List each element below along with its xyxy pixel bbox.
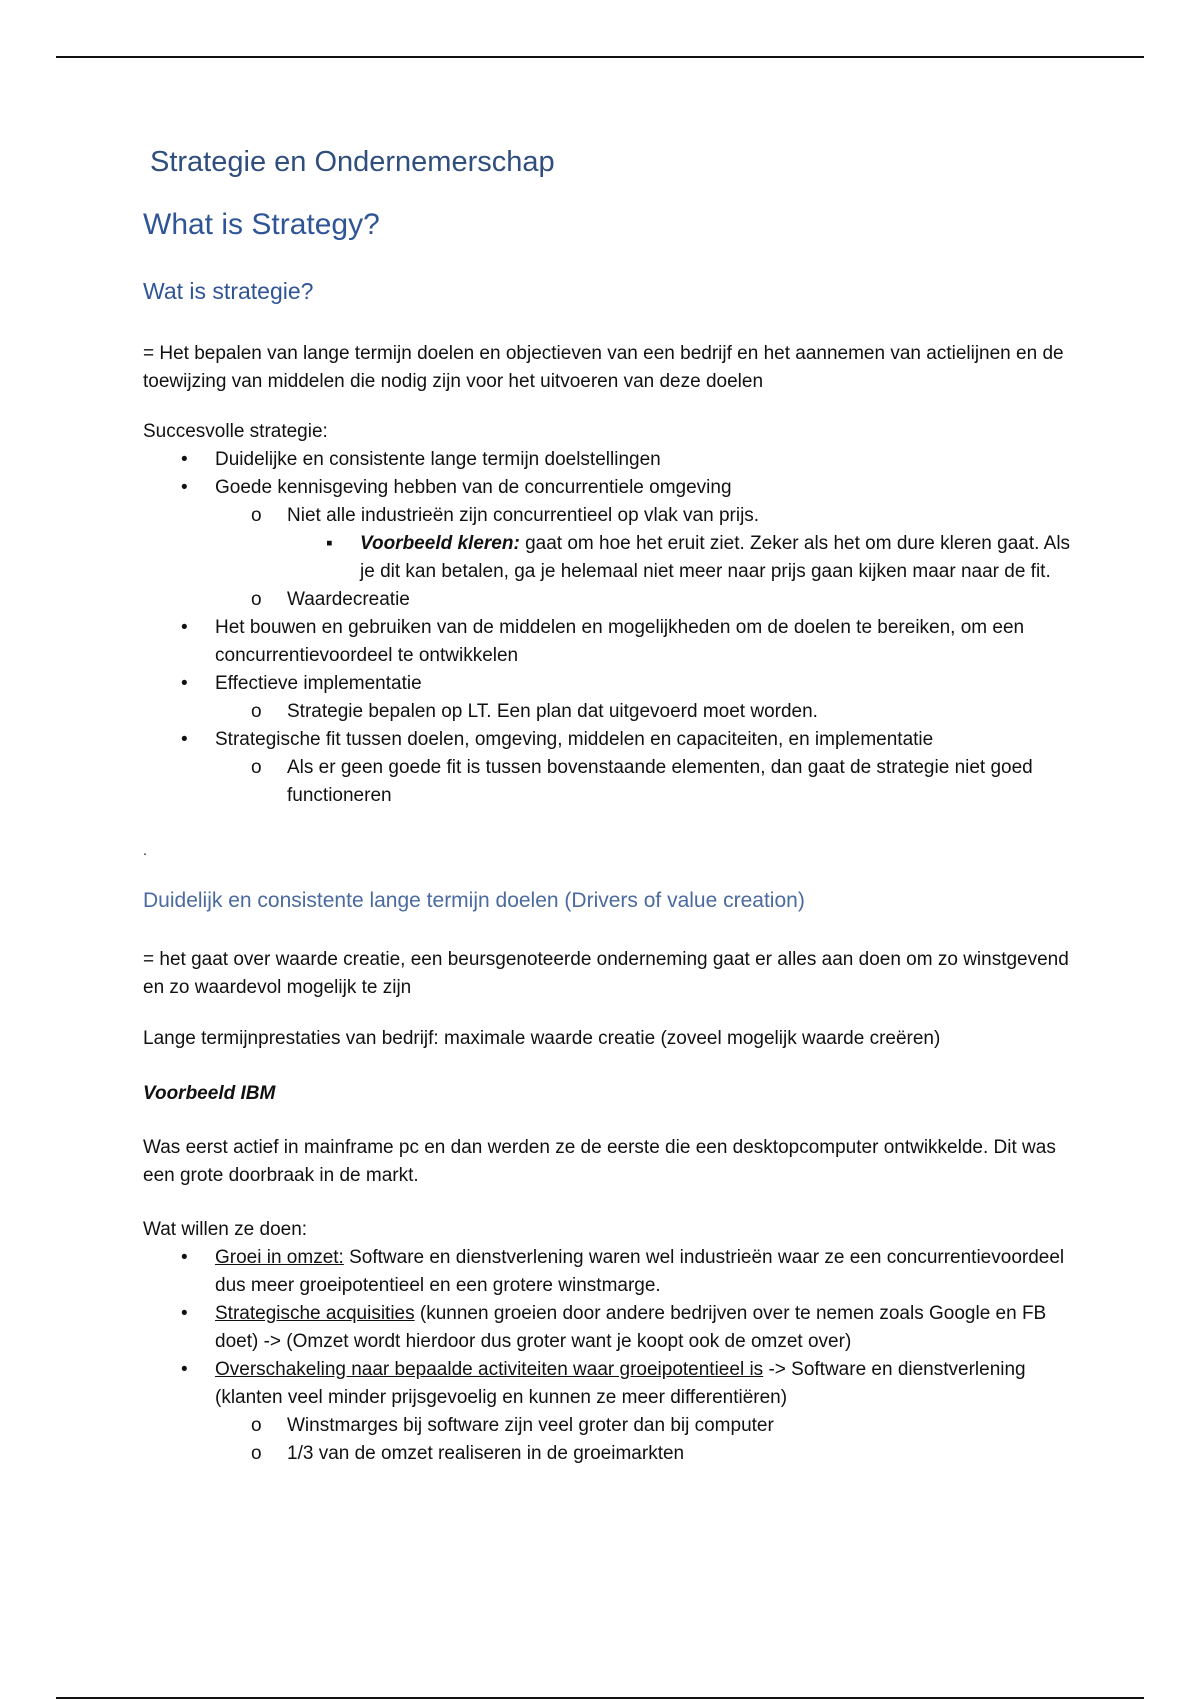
succes-label: Succesvolle strategie: [143,421,328,442]
list-item [143,1412,1083,1440]
heading-wat-is-strategie: Wat is strategie? [143,278,314,304]
succes-list [143,446,1083,810]
list-item-text: Winstmarges bij software zijn veel groter dan bij computer [287,1415,774,1436]
list-item [143,1244,1083,1300]
list-item-text: Het bouwen en gebruiken van de middelen en mogelijkheden om de doelen te bereiken, om een concurrentievoordeel te ontwikkelen [215,617,1025,666]
ibm-example-label: Voorbeeld IBM [143,1083,276,1104]
list-item [143,726,1083,754]
list-item [143,530,1083,586]
disc-bullet: • [181,617,188,638]
document-title: Strategie en Ondernemerschap [150,146,555,178]
list-item-text: Effectieve implementatie [215,673,422,694]
list-item-text: Waardecreatie [287,589,410,610]
underlined-label: Strategische acquisities [215,1303,415,1324]
list-item-text: Software en dienstverlening waren wel industrieën waar ze een concurrentievoordeel dus meer groeipotentieel en een grotere winstmarge. [215,1247,1065,1296]
definition-paragraph: = Het bepalen van lange termijn doelen en objectieven van een bedrijf en het aannemen van actielijnen en de toewijzing van middelen die nodig zijn voor het uitvoeren van deze doelen [143,343,1064,392]
list-item [143,474,1083,502]
list-item-text: Niet alle industrieën zijn concurrentieel op vlak van prijs. [287,505,760,526]
example-label: Voorbeeld kleren: [360,533,520,554]
disc-bullet: • [181,673,188,694]
list-item-text: -> Software en dienstverlening (klanten veel minder prijsgevoelig en kunnen ze meer differentiëren) [215,1359,1026,1408]
top-rule [56,56,1144,58]
circle-bullet: o [251,589,262,610]
list-item-text: Strategie bepalen op LT. Een plan dat uitgevoerd moet worden. [287,701,818,722]
wat-list [143,1244,1083,1468]
list-item-text: Strategische fit tussen doelen, omgeving, middelen en capaciteiten, en implementatie [215,729,934,750]
list-item [143,502,1083,530]
circle-bullet: o [251,701,262,722]
list-item [143,698,1083,726]
list-item [143,670,1083,698]
wat-label: Wat willen ze doen: [143,1219,308,1240]
heading-what-is-strategy: What is Strategy? [143,208,380,241]
list-item [143,446,1083,474]
stray-dot: . [143,842,147,858]
underlined-label: Groei in omzet: [215,1247,344,1268]
square-bullet: ▪ [326,533,333,554]
list-item-text: (kunnen groeien door andere bedrijven over te nemen zoals Google en FB doet) -> (Omzet wordt hierdoor dus groter want je koopt ook de omzet over) [215,1303,1047,1352]
circle-bullet: o [251,505,262,526]
disc-bullet: • [181,729,188,750]
list-item [143,1300,1083,1356]
list-item [143,754,1083,810]
list-item [143,1356,1083,1412]
underlined-label: Overschakeling naar bepaalde activiteiten waar groeipotentieel is [215,1359,764,1380]
ibm-paragraph: Was eerst actief in mainframe pc en dan werden ze de eerste die een desktopcomputer ontwikkelde. Dit was een grote doorbraak in de markt. [143,1137,1056,1186]
list-item-text: Duidelijke en consistente lange termijn doelstellingen [215,449,661,470]
list-item [143,614,1083,670]
long-term-paragraph: Lange termijnprestaties van bedrijf: maximale waarde creatie (zoveel mogelijk waarde creëren) [143,1028,941,1049]
value-definition-paragraph: = het gaat over waarde creatie, een beursgenoteerde onderneming gaat er alles aan doen om zo winstgevend en zo waardevol mogelijk te zijn [143,949,1069,998]
circle-bullet: o [251,1443,262,1464]
disc-bullet: • [181,449,188,470]
list-item-text: Goede kennisgeving hebben van de concurrentiele omgeving [215,477,732,498]
list-item-text: 1/3 van de omzet realiseren in de groeimarkten [287,1443,685,1464]
list-item [143,1440,1083,1468]
disc-bullet: • [181,477,188,498]
disc-bullet: • [181,1303,188,1324]
heading-drivers-of-value-creation: Duidelijk en consistente lange termijn doelen (Drivers of value creation) [143,889,805,912]
bottom-rule [56,1697,1144,1699]
disc-bullet: • [181,1359,188,1380]
disc-bullet: • [181,1247,188,1268]
list-item [143,586,1083,614]
list-item-text: Als er geen goede fit is tussen bovenstaande elementen, dan gaat de strategie niet goed functioneren [287,757,1033,806]
circle-bullet: o [251,1415,262,1436]
list-item-text: gaat om hoe het eruit ziet. Zeker als het om dure kleren gaat. Als je dit kan betalen, ga je helemaal niet meer naar prijs gaan kijken maar naar de fit. [360,533,1071,582]
circle-bullet: o [251,757,262,778]
